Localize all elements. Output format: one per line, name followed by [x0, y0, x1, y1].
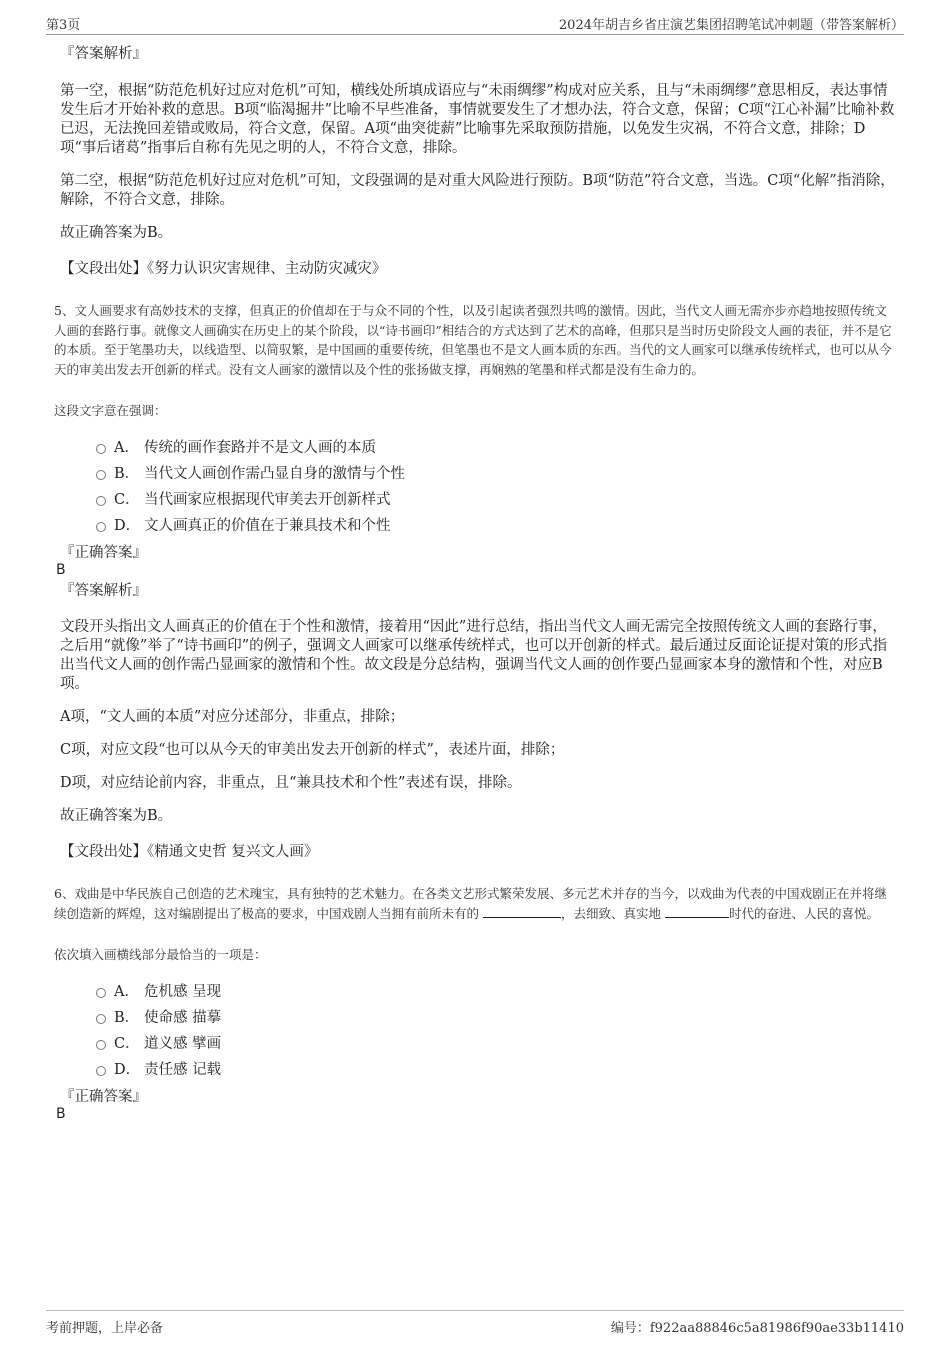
q6-option-c[interactable]: C． 道义感 擘画 [96, 1031, 896, 1057]
radio-icon[interactable] [96, 1040, 106, 1050]
q6-options [96, 979, 896, 1083]
q6-prompt: 依次填入画横线部分最恰当的一项是： [54, 947, 267, 962]
q5-analysis-p1: 文段开头指出文人画真正的价值在于个性和激情，接着用“因此”进行总结，指出当代文人画无需完全按照传统文人画的套路行事，之后用“就像”举了“诗书画印”的例子，强调文人画家可以继承传统样式，也可以开创新的样式。最后通过反面论证提对策的形式指出当代文人画的创作需凸显画家的激情和个性。故文段是分总结构，强调当代文人画的创作要凸显画家本身的激情和个性，对应B项。 [60, 619, 888, 692]
q5-options [96, 435, 896, 539]
q4-analysis-p1: 第一空，根据“防范危机好过应对危机”可知，横线处所填成语应与“未雨绸缪”构成对应关系，且与“未雨绸缪”意思相反，表达事情发生后才开始补救的意思。B项“临渴掘井”比喻不早些准备，事情就要发生了才想办法，符合文意，保留；C项“江心补漏”比喻补救已迟，无法挽回差错或败局，符合文意，保留。A项“曲突徙薪”比喻事先采取预防措施，以免发生灾祸，不符合文意，排除；D项“事后诸葛”指事后自称有先见之明的人，不符合文意，排除。 [60, 83, 895, 156]
q5-answer [56, 545, 896, 600]
fill-blank-2 [665, 905, 729, 918]
q5-option-d[interactable]: D． 文人画真正的价值在于兼具技术和个性 [96, 513, 896, 539]
q6-text: 6、戏曲是中华民族自己创造的艺术瑰宝，具有独特的艺术魅力。在各类文艺形式繁荣发展、多元艺术并存的当今，以戏曲为代表的中国戏剧正在并将继续创造新的辉煌，这对编剧提出了极高的要求，中国戏剧人当拥有前所未有的 ，去细致、真实地 时代的奋进、人民的喜悦。 [54, 886, 887, 921]
q4-source: 【文段出处】《努力认识灾害规律、主动防灾减灾》 [60, 261, 387, 277]
q6-answer-label: 『正确答案』 [60, 1089, 147, 1105]
radio-icon[interactable] [96, 496, 106, 506]
q5-analysis-p5: 故正确答案为B。 [60, 808, 173, 824]
q6-answer [56, 1089, 896, 1123]
radio-icon[interactable] [96, 1014, 106, 1024]
q5-source: 【文段出处】《精通文史哲 复兴文人画》 [60, 844, 319, 860]
q6-answer-value: B [56, 1106, 66, 1122]
q4-analysis-p3: 故正确答案为B。 [60, 225, 173, 241]
q5-analysis-p2: A项，“文人画的本质”对应分述部分，非重点，排除； [60, 709, 405, 725]
q5-analysis-label: 『答案解析』 [60, 583, 147, 599]
content [56, 44, 896, 1123]
document-title: 2024年胡吉乡省庄演艺集团招聘笔试冲刺题（带答案解析） [558, 18, 904, 33]
q6-option-a[interactable]: A． 危机感 呈现 [96, 979, 896, 1005]
page-number: 第3页 [46, 18, 81, 33]
q5-analysis-p3: C项，对应文段“也可以从今天的审美出发去开创新的样式”，表述片面，排除； [60, 742, 565, 758]
page-header [46, 12, 904, 35]
radio-icon[interactable] [96, 522, 106, 532]
q5-option-a[interactable]: A． 传统的画作套路并不是文人画的本质 [96, 435, 896, 461]
footer-serial: 编号：f922aa88846c5a81986f90ae33b11410 [610, 1321, 904, 1336]
radio-icon[interactable] [96, 1066, 106, 1076]
q6-option-b[interactable]: B． 使命感 描摹 [96, 1005, 896, 1031]
radio-icon[interactable] [96, 444, 106, 454]
q6-option-d[interactable]: D． 责任感 记载 [96, 1057, 896, 1083]
fill-blank-1 [483, 905, 561, 918]
q5-answer-value: B [56, 562, 66, 578]
q5-option-c[interactable]: C． 当代画家应根据现代审美去开创新样式 [96, 487, 896, 513]
q5-prompt: 这段文字意在强调： [54, 403, 167, 418]
q4-analysis-p2: 第二空，根据“防范危机好过应对危机”可知，文段强调的是对重大风险进行预防。B项“防范”符合文意，当选。C项“化解”指消除，解除，不符合文意，排除。 [60, 173, 895, 208]
radio-icon[interactable] [96, 470, 106, 480]
q5-option-b[interactable]: B． 当代文人画创作需凸显自身的激情与个性 [96, 461, 896, 487]
q5-text: 5、文人画要求有高妙技术的支撑，但真正的价值却在于与众不同的个性，以及引起读者强烈共鸣的激情。因此，当代文人画无需亦步亦趋地按照传统文人画的套路行事。就像文人画确实在历史上的某个阶段，以“诗书画印”相结合的方式达到了艺术的高峰，但那只是当时历史阶段文人画的表征，并不是它的本质。至于笔墨功夫，以线造型、以简驭繁，是中国画的重要传统，但笔墨也不是文人画本质的东西。当代的文人画家可以继承传统样式，也可以从今天的审美出发去开创新的样式。没有文人画家的激情以及个性的张扬做支撑，再娴熟的笔墨和样式都是没有生命力的。 [54, 303, 892, 377]
q5-answer-label: 『正确答案』 [60, 545, 147, 561]
footer-slogan: 考前押题，上岸必备 [46, 1321, 164, 1336]
q5-analysis-p4: D项，对应结论前内容，非重点，且“兼具技术和个性”表述有误，排除。 [60, 775, 522, 791]
q4-analysis-label: 『答案解析』 [60, 46, 147, 62]
page-footer [46, 1310, 904, 1335]
radio-icon[interactable] [96, 988, 106, 998]
